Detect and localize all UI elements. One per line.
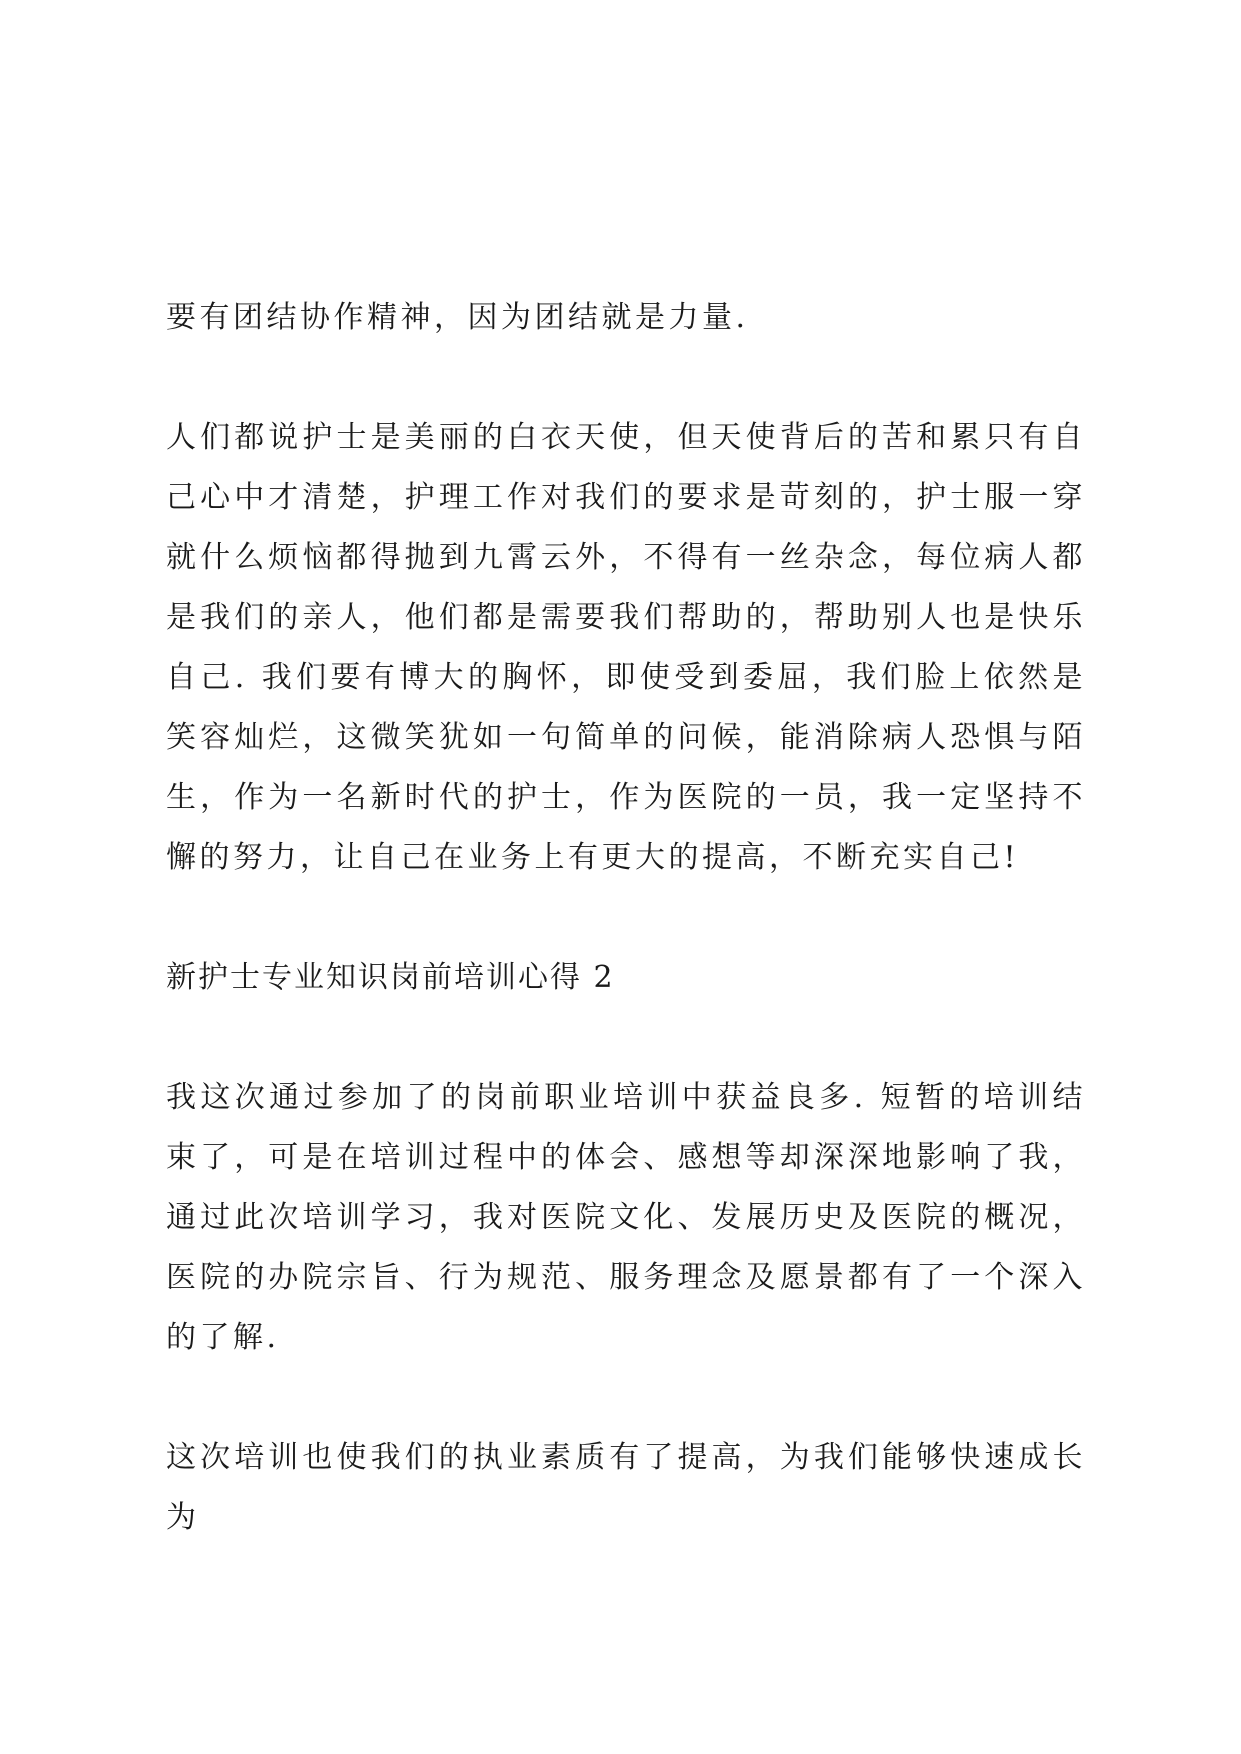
section-heading: 新护士专业知识岗前培训心得 2 bbox=[166, 960, 615, 995]
paragraph-spacer bbox=[166, 348, 1086, 408]
paragraph-spacer bbox=[166, 1368, 1086, 1428]
paragraph-teamwork: 要有团结协作精神，因为团结就是力量. bbox=[166, 300, 749, 335]
paragraph-spacer bbox=[166, 1008, 1086, 1068]
document-body bbox=[166, 288, 1086, 1548]
paragraph-training-gains: 我这次通过参加了的岗前职业培训中获益良多. 短暂的培训结束了，可是在培训过程中的体会、感想等却深深地影响了我，通过此次培训学习，我对医院文化、发展历史及医院的概况，医院的办院宗旨、行为规范、服务理念及愿景都有了一个深入的了解. bbox=[166, 1080, 1086, 1355]
paragraph-training-quality: 这次培训也使我们的执业素质有了提高，为我们能够快速成长为 bbox=[166, 1440, 1086, 1535]
paragraph-spacer bbox=[166, 888, 1086, 948]
paragraph-nurse-angel: 人们都说护士是美丽的白衣天使，但天使背后的苦和累只有自己心中才清楚，护理工作对我们的要求是苛刻的，护士服一穿就什么烦恼都得抛到九霄云外，不得有一丝杂念，每位病人都是我们的亲人，他们都是需要我们帮助的，帮助别人也是快乐自己. 我们要有博大的胸怀，即使受到委屈，我们脸上依然是笑容灿烂，这微笑犹如一句简单的问候，能消除病人恐惧与陌生，作为一名新时代的护士，作为医院的一员，我一定坚持不懈的努力，让自己在业务上有更大的提高，不断充实自己! bbox=[166, 420, 1086, 875]
